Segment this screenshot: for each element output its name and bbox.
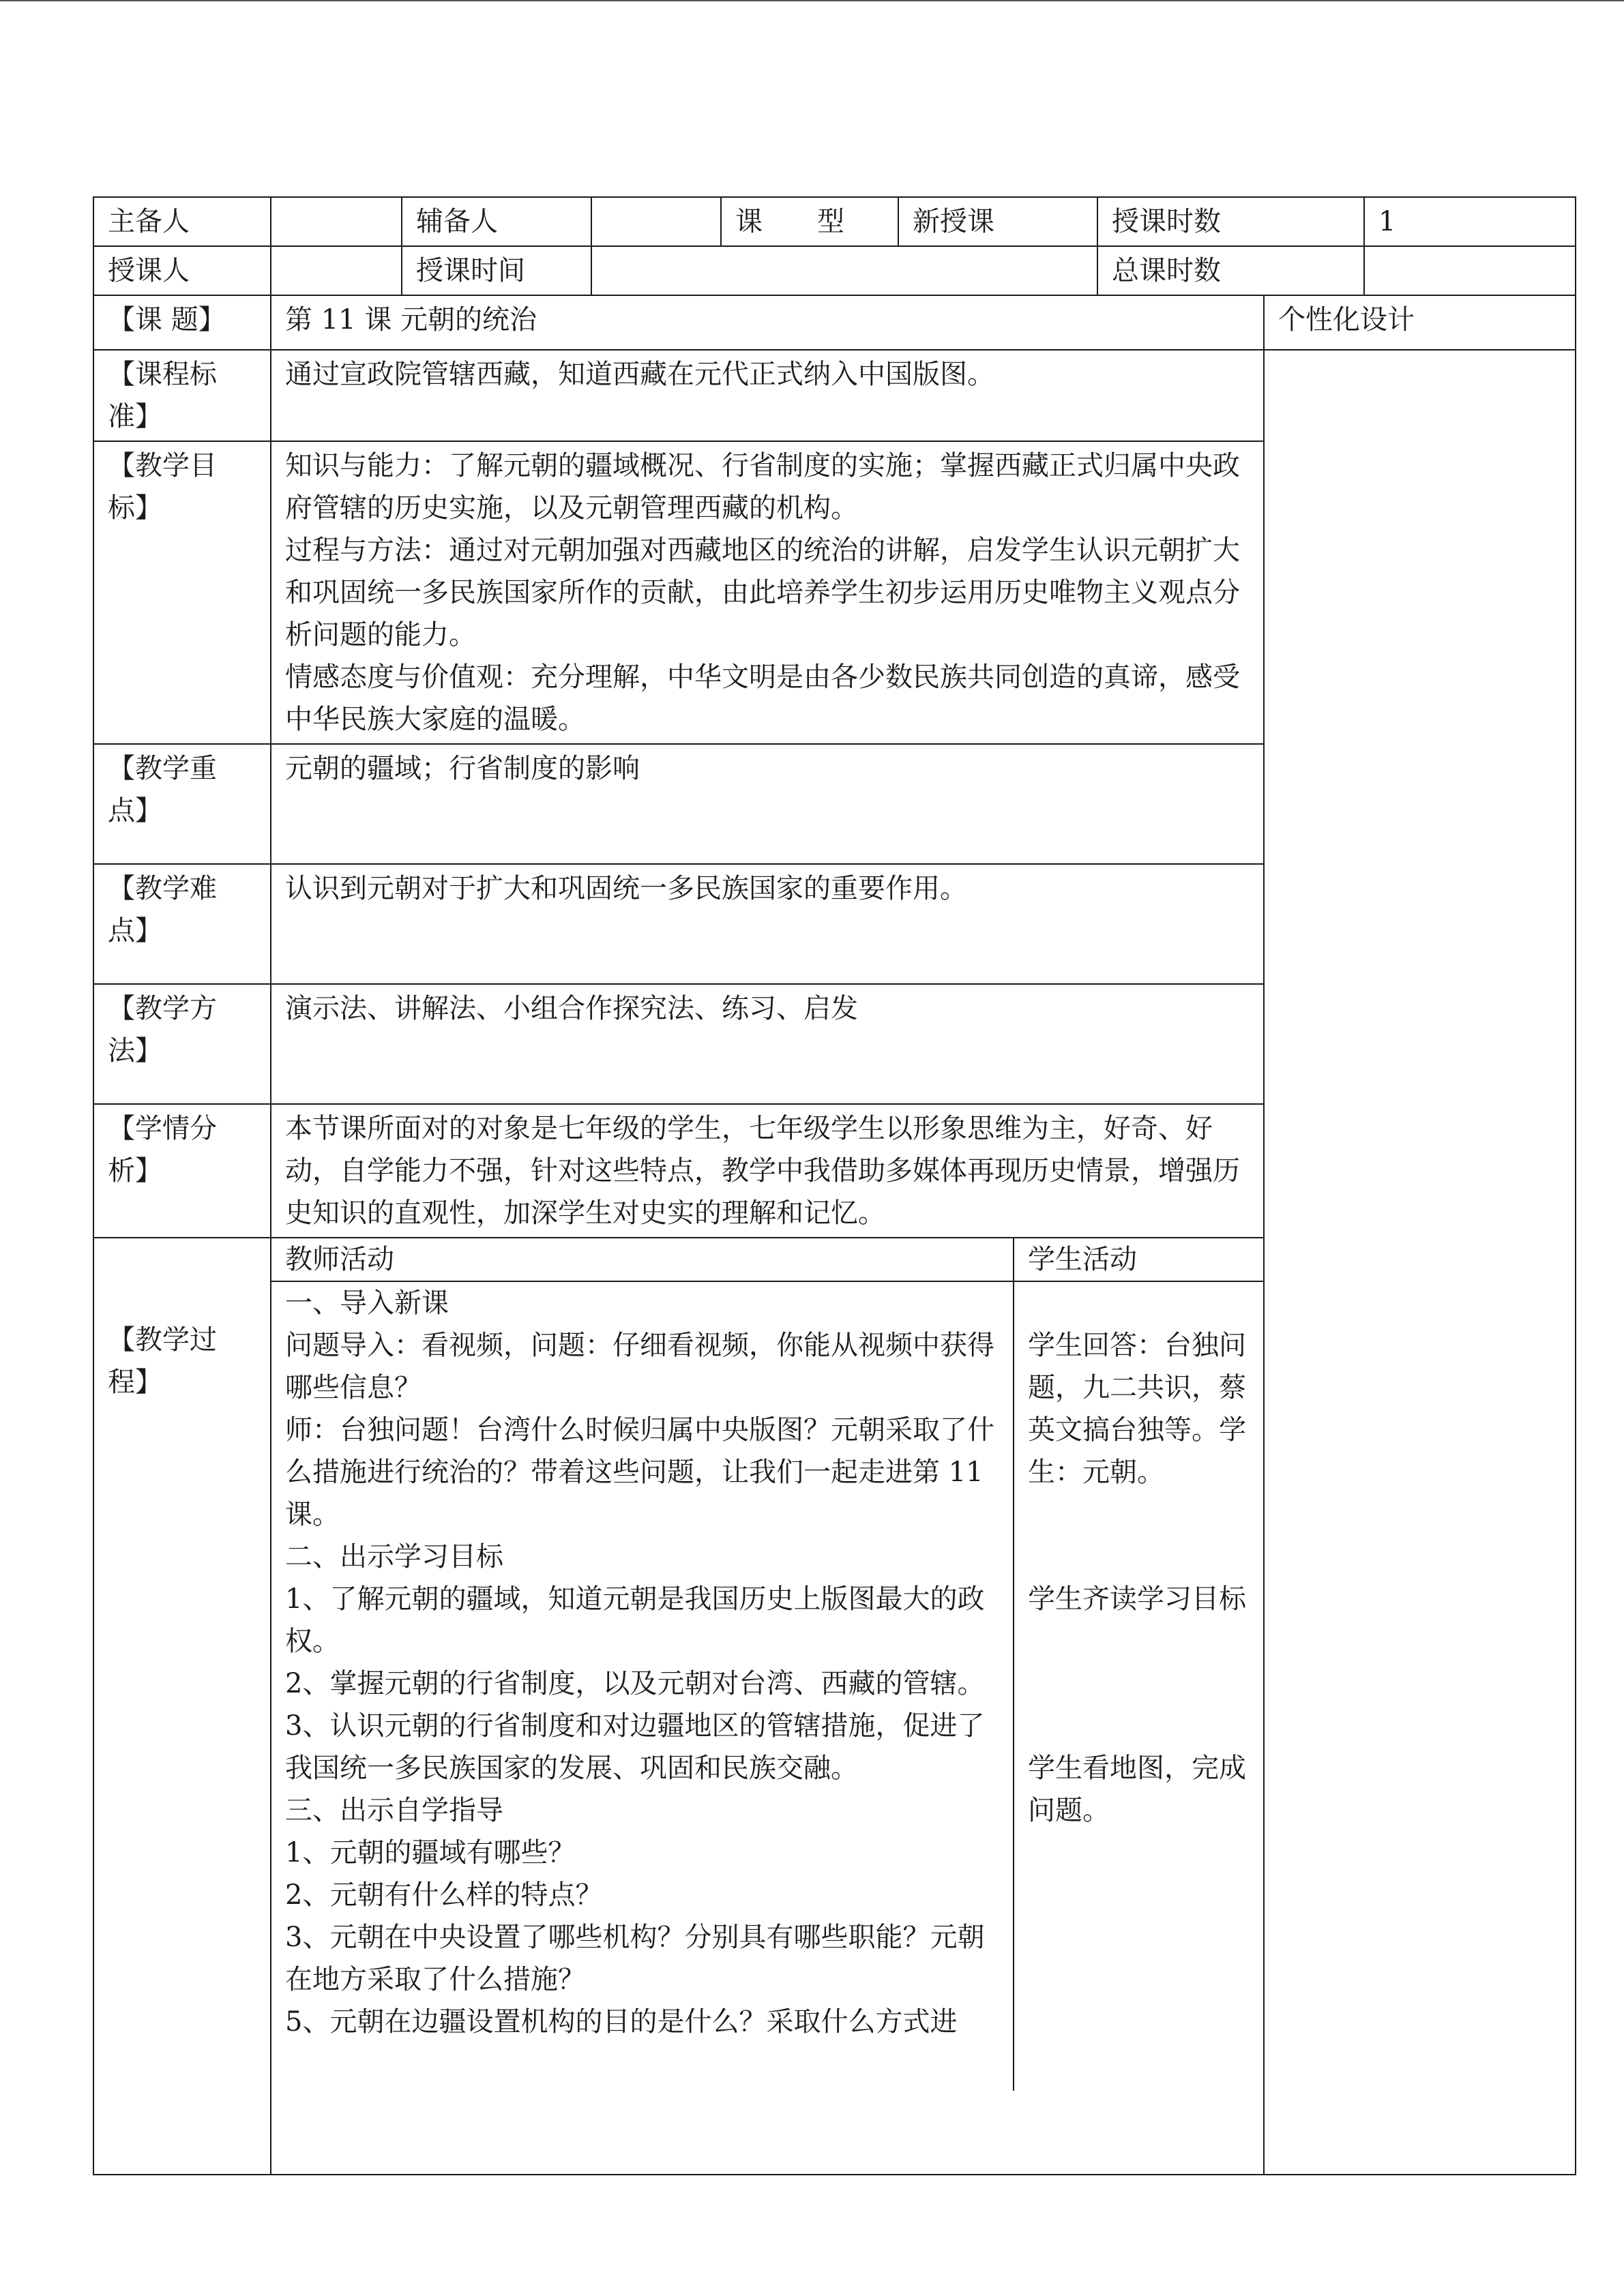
teacher-line: 问题导入：看视频，问题：仔细看视频，你能从视频中获得哪些信息？ — [285, 1330, 994, 1403]
process-head-row — [271, 1238, 1263, 1281]
teacher-line: 二、出示学习目标 — [285, 1541, 503, 1572]
page-top-border — [0, 0, 1624, 1]
student-block-3: 学生看地图，完成问题。 — [1028, 1753, 1246, 1826]
goals-emotion: 情感态度与价值观：充分理解，中华文明是由各少数民族共同创造的真谛，感受中华民族大家庭的温暖。 — [285, 661, 1240, 735]
teacher-activity-column — [271, 1238, 1264, 2175]
teacher-line: 1、元朝的疆域有哪些？ — [285, 1837, 576, 1868]
lesson-hours-label: 授课时数 — [1097, 197, 1364, 246]
chief-preparer-value — [271, 197, 402, 246]
teacher-line: 一、导入新课 — [285, 1287, 449, 1319]
total-hours-label: 总课时数 — [1097, 246, 1364, 295]
student-activity-header: 学生活动 — [1014, 1238, 1263, 1281]
goals-value — [271, 441, 1264, 744]
teacher-value — [271, 246, 402, 295]
assistant-preparer-label: 辅备人 — [402, 197, 591, 246]
analysis-value: 本节课所面对的对象是七年级的学生，七年级学生以形象思维为主，好奇、好动，自学能力不强，针对这些特点，教学中我借助多媒体再现历史情景，增强历史知识的直观性，加深学生对史实的理解和记忆。 — [271, 1104, 1264, 1238]
topic-value: 第 11 课 元朝的统治 — [271, 295, 1264, 350]
goals-knowledge: 知识与能力：了解元朝的疆域概况、行省制度的实施；掌握西藏正式归属中央政府管辖的历史实施，以及元朝管理西藏的机构。 — [285, 450, 1240, 524]
student-block-2: 学生齐读学习目标 — [1028, 1583, 1246, 1615]
teacher-line: 2、掌握元朝的行省制度，以及元朝对台湾、西藏的管辖。 — [285, 1668, 985, 1699]
teacher-label: 授课人 — [93, 246, 271, 295]
teaching-time-value — [591, 246, 1097, 295]
difficulty-value: 认识到元朝对于扩大和巩固统一多民族国家的重要作用。 — [271, 864, 1264, 984]
header-row-1 — [93, 197, 1576, 246]
personalized-design-area — [1264, 350, 1576, 2175]
teacher-line: 2、元朝有什么样的特点？ — [285, 1879, 603, 1911]
standard-label: 【课程标准】 — [93, 350, 271, 441]
goals-label: 【教学目标】 — [93, 441, 271, 744]
method-label: 【教学方法】 — [93, 984, 271, 1104]
teacher-line: 5、元朝在边疆设置机构的目的是什么？采取什么方式进 — [285, 2006, 958, 2038]
teacher-activity-body — [271, 1281, 1014, 2091]
standard-value: 通过宣政院管辖西藏，知道西藏在元代正式纳入中国版图。 — [271, 350, 1264, 441]
teacher-line: 3、元朝在中央设置了哪些机构？分别具有哪些职能？元朝在地方采取了什么措施？ — [285, 1922, 985, 1995]
teacher-line: 师：台独问题！台湾什么时候归属中央版图？元朝采取了什么措施进行统治的？带着这些问题，让我们一起走进第 11 课。 — [285, 1414, 994, 1530]
goals-process: 过程与方法：通过对元朝加强对西藏地区的统治的讲解，启发学生认识元朝扩大和巩固统一多民族国家所作的贡献，由此培养学生初步运用历史唯物主义观点分析问题的能力。 — [285, 535, 1240, 651]
difficulty-label: 【教学难点】 — [93, 864, 271, 984]
process-label-text: 【教学过程】 — [108, 1324, 217, 1398]
key-label: 【教学重点】 — [93, 744, 271, 864]
lesson-hours-value: 1 — [1364, 197, 1576, 246]
teacher-line: 1、了解元朝的疆域，知道元朝是我国历史上版图最大的政权。 — [285, 1583, 985, 1657]
header-row-2 — [93, 246, 1576, 295]
student-block-1: 学生回答：台独问题，九二共识，蔡英文搞台独等。学生：元朝。 — [1028, 1330, 1246, 1488]
topic-row — [93, 295, 1576, 350]
key-value: 元朝的疆域；行省制度的影响 — [271, 744, 1264, 864]
teacher-activity-header: 教师活动 — [271, 1238, 1014, 1281]
topic-label: 【课 题】 — [93, 295, 271, 350]
teacher-line: 三、出示自学指导 — [285, 1795, 503, 1826]
analysis-label: 【学情分析】 — [93, 1104, 271, 1238]
lesson-plan-table — [93, 196, 1576, 2175]
process-body-row — [271, 1281, 1263, 2091]
total-hours-value — [1364, 246, 1576, 295]
standard-row — [93, 350, 1576, 441]
lesson-type-value: 新授课 — [898, 197, 1097, 246]
assistant-preparer-value — [591, 197, 721, 246]
method-value: 演示法、讲解法、小组合作探究法、练习、启发 — [271, 984, 1264, 1104]
personalized-design-header: 个性化设计 — [1264, 295, 1576, 350]
teacher-line: 3、认识元朝的行省制度和对边疆地区的管辖措施，促进了我国统一多民族国家的发展、巩固和民族交融。 — [285, 1710, 985, 1784]
teaching-time-label: 授课时间 — [402, 246, 591, 295]
chief-preparer-label: 主备人 — [93, 197, 271, 246]
process-label — [93, 1238, 271, 2175]
process-inner-table — [271, 1238, 1263, 2091]
lesson-type-label: 课 型 — [721, 197, 898, 246]
student-activity-body — [1014, 1281, 1263, 2091]
